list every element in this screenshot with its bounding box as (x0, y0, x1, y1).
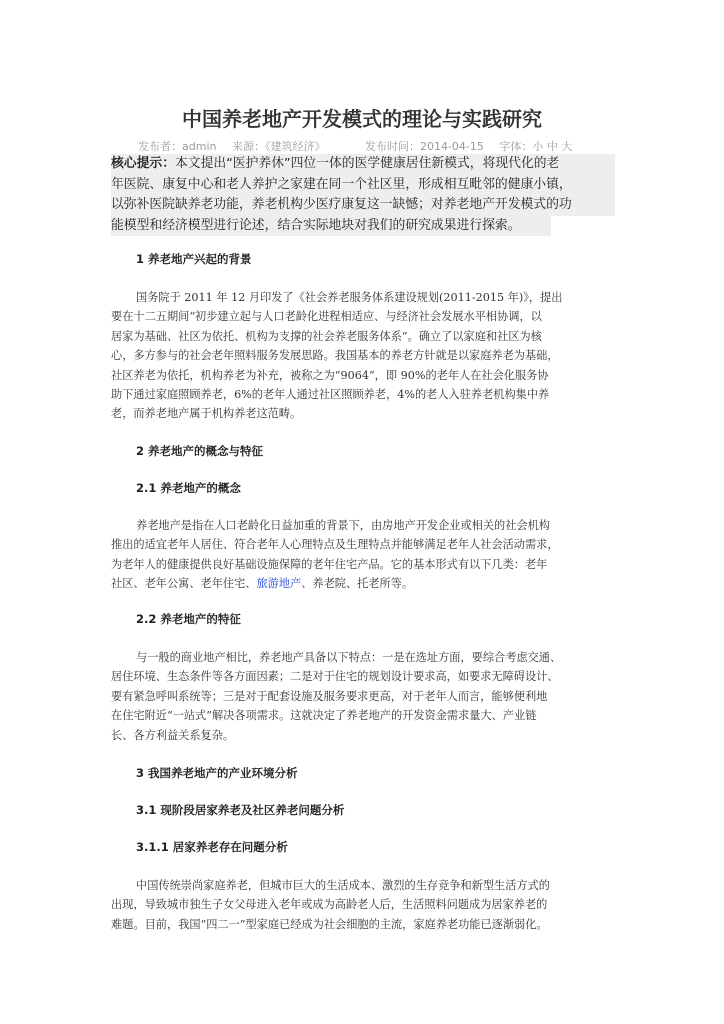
paragraph-line: 与一般的商业地产相比，养老地产具备以下特点：一是在选址方面，要综合考虑交通、 (136, 651, 562, 664)
paragraph-line: 要有紧急呼叫系统等；三是对于配套设施及服务要求更高，对于老年人而言，能够便利地 (111, 689, 548, 703)
subsection-heading: 2.2 养老地产的特征 (136, 612, 241, 626)
paragraph-line: 在住宅附近“一站式”解决各项需求。这就决定了养老地产的开发资金需求量大、产业链 (111, 709, 537, 723)
summary-label: 核心提示： (111, 156, 175, 171)
paragraph (111, 876, 616, 934)
paragraph (111, 648, 616, 745)
paragraph-line: 出现，导致城市独生子女父母进入老年或成为高龄老人后，生活照料问题成为居家养老的 (111, 898, 548, 912)
section-heading: 2 养老地产的概念与特征 (136, 444, 264, 458)
paragraph-line: 老，而养老地产属于机构养老这范畴。 (111, 407, 302, 421)
summary-line: 年医院、康复中心和老人养护之家建在同一个社区里，形成相互毗邻的健康小镇， (111, 175, 615, 196)
paragraph-line: 助下通过家庭照顾养老，6%的老年人通过社区照顾养老，4%的老人入驻养老机构集中养 (111, 388, 550, 402)
paragraph-line: 社区养老为依托，机构养老为补充，被称之为“9064”，即 90%的老年人在社会化服务协 (111, 368, 549, 382)
section-heading: 3 我国养老地产的产业环境分析 (136, 766, 298, 780)
text-segment: 、养老院、托老所等。 (301, 577, 414, 591)
paragraph-line: 养老地产是指在人口老龄化日益加重的背景下，由房地产开发企业或相关的社会机构 (136, 519, 550, 532)
tourism-property-link[interactable]: 旅游地产 (256, 577, 302, 591)
meta-source: 来源：《建筑经济》 (231, 140, 326, 153)
paragraph-line: 国务院于 2011 年 12 月印发了《社会养老服务体系建设规划(2011-2015 年)》，提出 (136, 291, 563, 304)
text-segment: 社区、老年公寓、老年住宅、 (111, 577, 257, 591)
subsection-heading: 2.1 养老地产的概念 (136, 481, 241, 495)
meta-font-size: 字体：小 中 大 (499, 140, 573, 153)
article-meta (138, 138, 584, 154)
paragraph-line: 居住环境、生态条件等各方面因素；二是对于住宅的规划设计要求高，如要求无障碍设计、 (111, 670, 559, 684)
summary-line: 以弥补医院缺养老功能，养老机构少医疗康复这一缺憾；对养老地产开发模式的功 (111, 195, 615, 216)
paragraph (111, 516, 616, 594)
paragraph-line: 居家为基础、社区为依托、机构为支撑的社会养老服务体系”。确立了以家庭和社区为核 (111, 329, 542, 343)
article-title: 中国养老地产开发模式的理论与实践研究 (182, 107, 542, 131)
summary-line: 能模型和经济模型进行论述，结合实际地块对我们的研究成果进行探索。 (111, 216, 551, 237)
meta-date: 发布时间：2014-04-15 (364, 140, 484, 153)
paragraph-line: 要在十二五期间“初步建立起与人口老龄化进程相适应、与经济社会发展水平相协调，以 (111, 310, 542, 324)
summary-text: 本文提出“医护养休”四位一体的医学健康居住新模式，将现代化的老 (174, 156, 560, 171)
paragraph-line: 推出的适宜老年人居住、符合老年人心理特点及生理特点并能够满足老年人社会活动需求， (111, 538, 559, 552)
meta-author: 发布者：admin (138, 140, 217, 153)
summary-line (111, 154, 615, 175)
paragraph-line: 中国传统崇尚家庭养老，但城市巨大的生活成本、激烈的生存竞争和新型生活方式的 (136, 879, 550, 892)
paragraph-line: 心，多方参与的社会老年照料服务发展思路。我国基本的养老方针就是以家庭养老为基础， (111, 349, 559, 363)
paragraph (111, 288, 616, 424)
paragraph-line: 长、各方利益关系复杂。 (111, 728, 235, 742)
subsection-heading: 3.1 现阶段居家养老及社区养老问题分析 (136, 803, 345, 817)
summary-box (111, 154, 615, 236)
subsection-heading: 3.1.1 居家养老存在问题分析 (136, 840, 288, 854)
paragraph-line: 难题。目前，我国“四二一”型家庭已经成为社会细胞的主流，家庭养老功能已逐渐弱化。 (111, 917, 548, 931)
section-heading: 1 养老地产兴起的背景 (136, 252, 252, 266)
paragraph-line (111, 574, 616, 593)
paragraph-line: 为老年人的健康提供良好基础设施保障的老年住宅产品。它的基本形式有以下几类：老年 (111, 557, 548, 571)
